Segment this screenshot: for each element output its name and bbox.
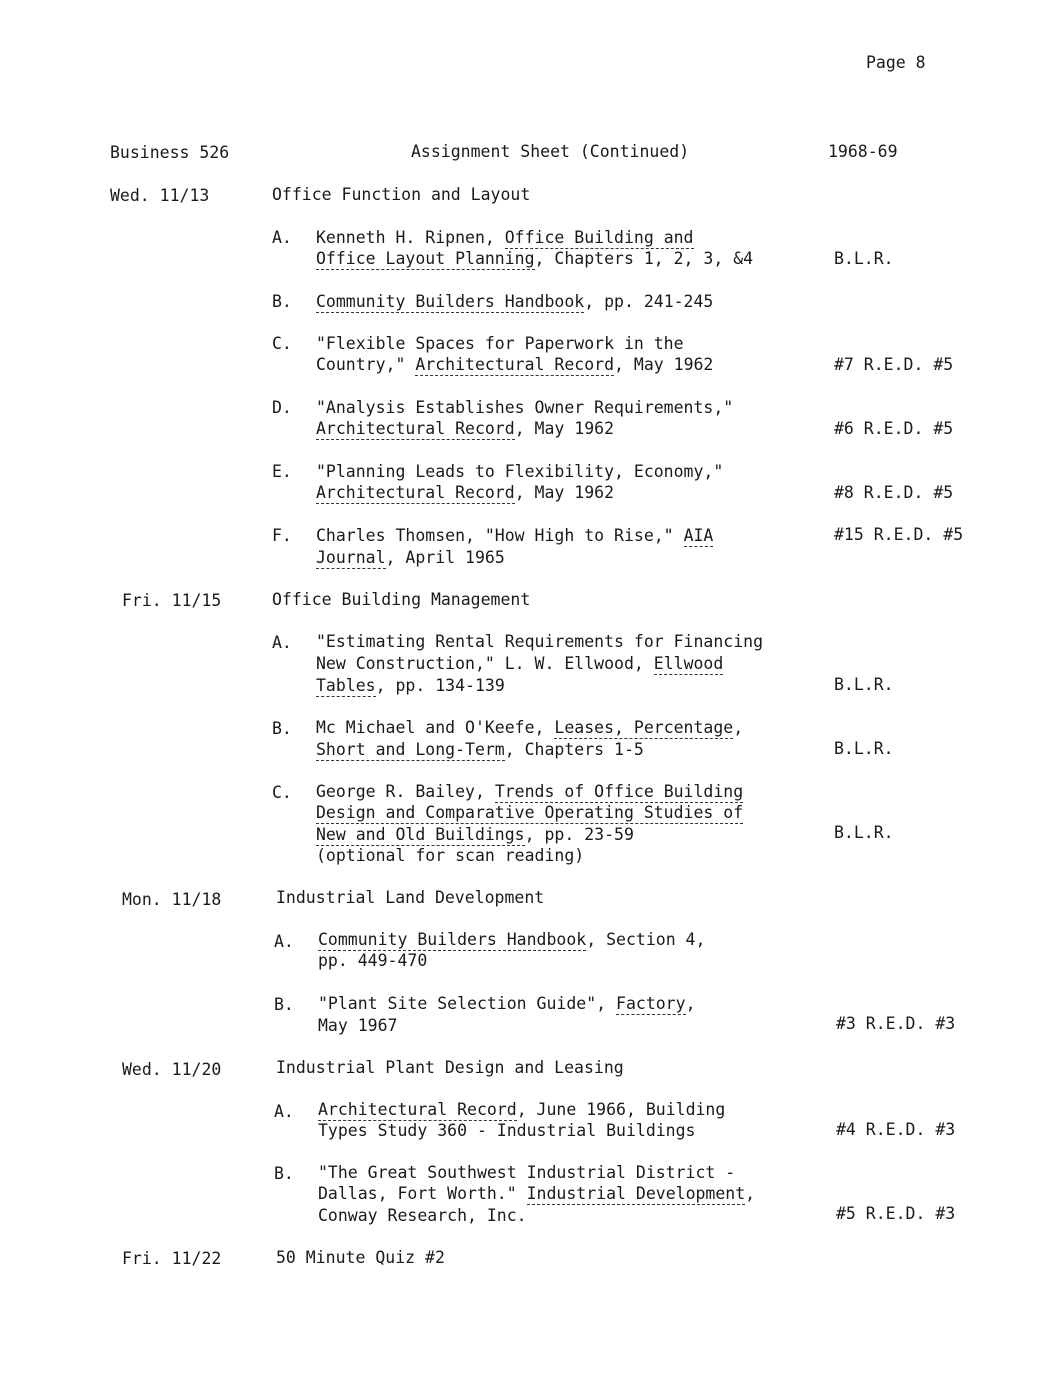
item-line: (optional for scan reading) (316, 846, 585, 865)
item-line: Dallas, Fort Worth." Industrial Development, (318, 1184, 756, 1203)
underlined-title: Design and Comparative Operating Studies of (316, 803, 744, 822)
item-line: "Analysis Establishes Owner Requirements," (316, 398, 734, 417)
item-letter: B. (274, 1164, 294, 1183)
item-letter: B. (272, 719, 292, 738)
underlined-title: AIA (683, 526, 714, 545)
item-letter: A. (272, 633, 292, 652)
item-letter: A. (274, 932, 294, 951)
section-date: Mon. 11/18 (122, 890, 222, 909)
item-line: "Flexible Spaces for Paperwork in the (316, 334, 684, 353)
school-year: 1968-69 (828, 142, 898, 161)
item-line: Architectural Record, May 1962 (316, 419, 615, 438)
reference-code: #15 R.E.D. #5 (834, 525, 964, 544)
underlined-title: Community Builders Handbook (318, 930, 587, 949)
item-line: Conway Research, Inc. (318, 1206, 527, 1225)
item-letter: A. (274, 1102, 294, 1121)
item-line: Community Builders Handbook, pp. 241-245 (316, 292, 714, 311)
item-letter: B. (272, 292, 292, 311)
underlined-title: Factory (616, 994, 686, 1013)
underlined-title: Industrial Development (526, 1184, 746, 1203)
page-number: Page 8 (866, 53, 926, 72)
section-date: Fri. 11/22 (122, 1249, 222, 1268)
item-line: May 1967 (318, 1016, 398, 1035)
item-line: "Estimating Rental Requirements for Financing (316, 632, 764, 651)
reference-code: #4 R.E.D. #3 (836, 1120, 956, 1139)
underlined-title: Ellwood (653, 654, 724, 673)
item-letter: A. (272, 228, 292, 247)
section-topic: Office Building Management (272, 590, 531, 609)
reference-code: #8 R.E.D. #5 (834, 483, 954, 502)
section-topic: Industrial Plant Design and Leasing (276, 1058, 624, 1077)
course-name: Business 526 (110, 143, 230, 162)
reference-code: #3 R.E.D. #3 (836, 1014, 956, 1033)
underlined-title: Short and Long-Term (316, 740, 505, 759)
reference-code: #6 R.E.D. #5 (834, 419, 954, 438)
reference-code: #7 R.E.D. #5 (834, 355, 954, 374)
item-line: New Construction," L. W. Ellwood, Ellwood (316, 654, 724, 673)
section-topic: Industrial Land Development (276, 888, 545, 907)
item-line: Journal, April 1965 (316, 548, 505, 567)
item-line: Charles Thomsen, "How High to Rise," AIA (316, 526, 714, 545)
section-date: Wed. 11/13 (110, 186, 210, 205)
item-line: Mc Michael and O'Keefe, Leases, Percentage, (316, 718, 744, 737)
item-line: "Planning Leads to Flexibility, Economy," (316, 462, 724, 481)
underlined-title: New and Old Buildings (316, 825, 525, 844)
item-line: Office Layout Planning, Chapters 1, 2, 3, &4 (316, 249, 754, 268)
item-letter: F. (272, 526, 292, 545)
underlined-title: Architectural Record (316, 483, 515, 502)
underlined-title: Trends of Office Building (494, 782, 744, 801)
item-letter: D. (272, 398, 292, 417)
item-line: Country," Architectural Record, May 1962 (316, 355, 714, 374)
underlined-title: Tables (316, 676, 376, 695)
section-topic: Office Function and Layout (272, 185, 531, 204)
reference-code: #5 R.E.D. #3 (836, 1204, 956, 1223)
item-line (316, 802, 743, 823)
item-line: Community Builders Handbook, Section 4, (318, 930, 706, 949)
underlined-title: Journal (316, 548, 386, 567)
underlined-title: Office Building and (504, 228, 694, 247)
reference-code: B.L.R. (834, 249, 894, 268)
document-title: Assignment Sheet (Continued) (411, 142, 690, 161)
underlined-title: Architectural Record (415, 355, 615, 374)
item-letter: B. (274, 995, 294, 1014)
item-line: "Plant Site Selection Guide", Factory, (318, 994, 696, 1013)
item-line: Architectural Record, June 1966, Building (318, 1100, 726, 1119)
section-date: Fri. 11/15 (122, 591, 222, 610)
underlined-title: Office Layout Planning (316, 249, 535, 268)
item-letter: C. (272, 783, 292, 802)
item-line: Kenneth H. Ripnen, Office Building and (316, 228, 694, 247)
item-letter: C. (272, 334, 292, 353)
item-line: New and Old Buildings, pp. 23-59 (316, 825, 634, 844)
item-line: pp. 449-470 (318, 951, 428, 970)
reference-code: B.L.R. (834, 823, 894, 842)
item-line: Architectural Record, May 1962 (316, 483, 615, 502)
item-line: "The Great Southwest Industrial District - (318, 1163, 736, 1182)
section-date: Wed. 11/20 (122, 1060, 222, 1079)
item-line: Tables, pp. 134-139 (316, 676, 505, 695)
reference-code: B.L.R. (834, 739, 894, 758)
section-topic: 50 Minute Quiz #2 (276, 1248, 445, 1267)
underlined-title: Architectural Record (318, 1100, 517, 1119)
item-line: Types Study 360 - Industrial Buildings (318, 1121, 696, 1140)
item-letter: E. (272, 462, 292, 481)
reference-code: B.L.R. (834, 675, 894, 694)
underlined-title: Architectural Record (316, 419, 515, 438)
underlined-title: Leases, Percentage (554, 718, 734, 737)
item-line: Short and Long-Term, Chapters 1-5 (316, 740, 644, 759)
underlined-title: Community Builders Handbook (316, 292, 585, 311)
item-line: George R. Bailey, Trends of Office Building (316, 782, 744, 801)
